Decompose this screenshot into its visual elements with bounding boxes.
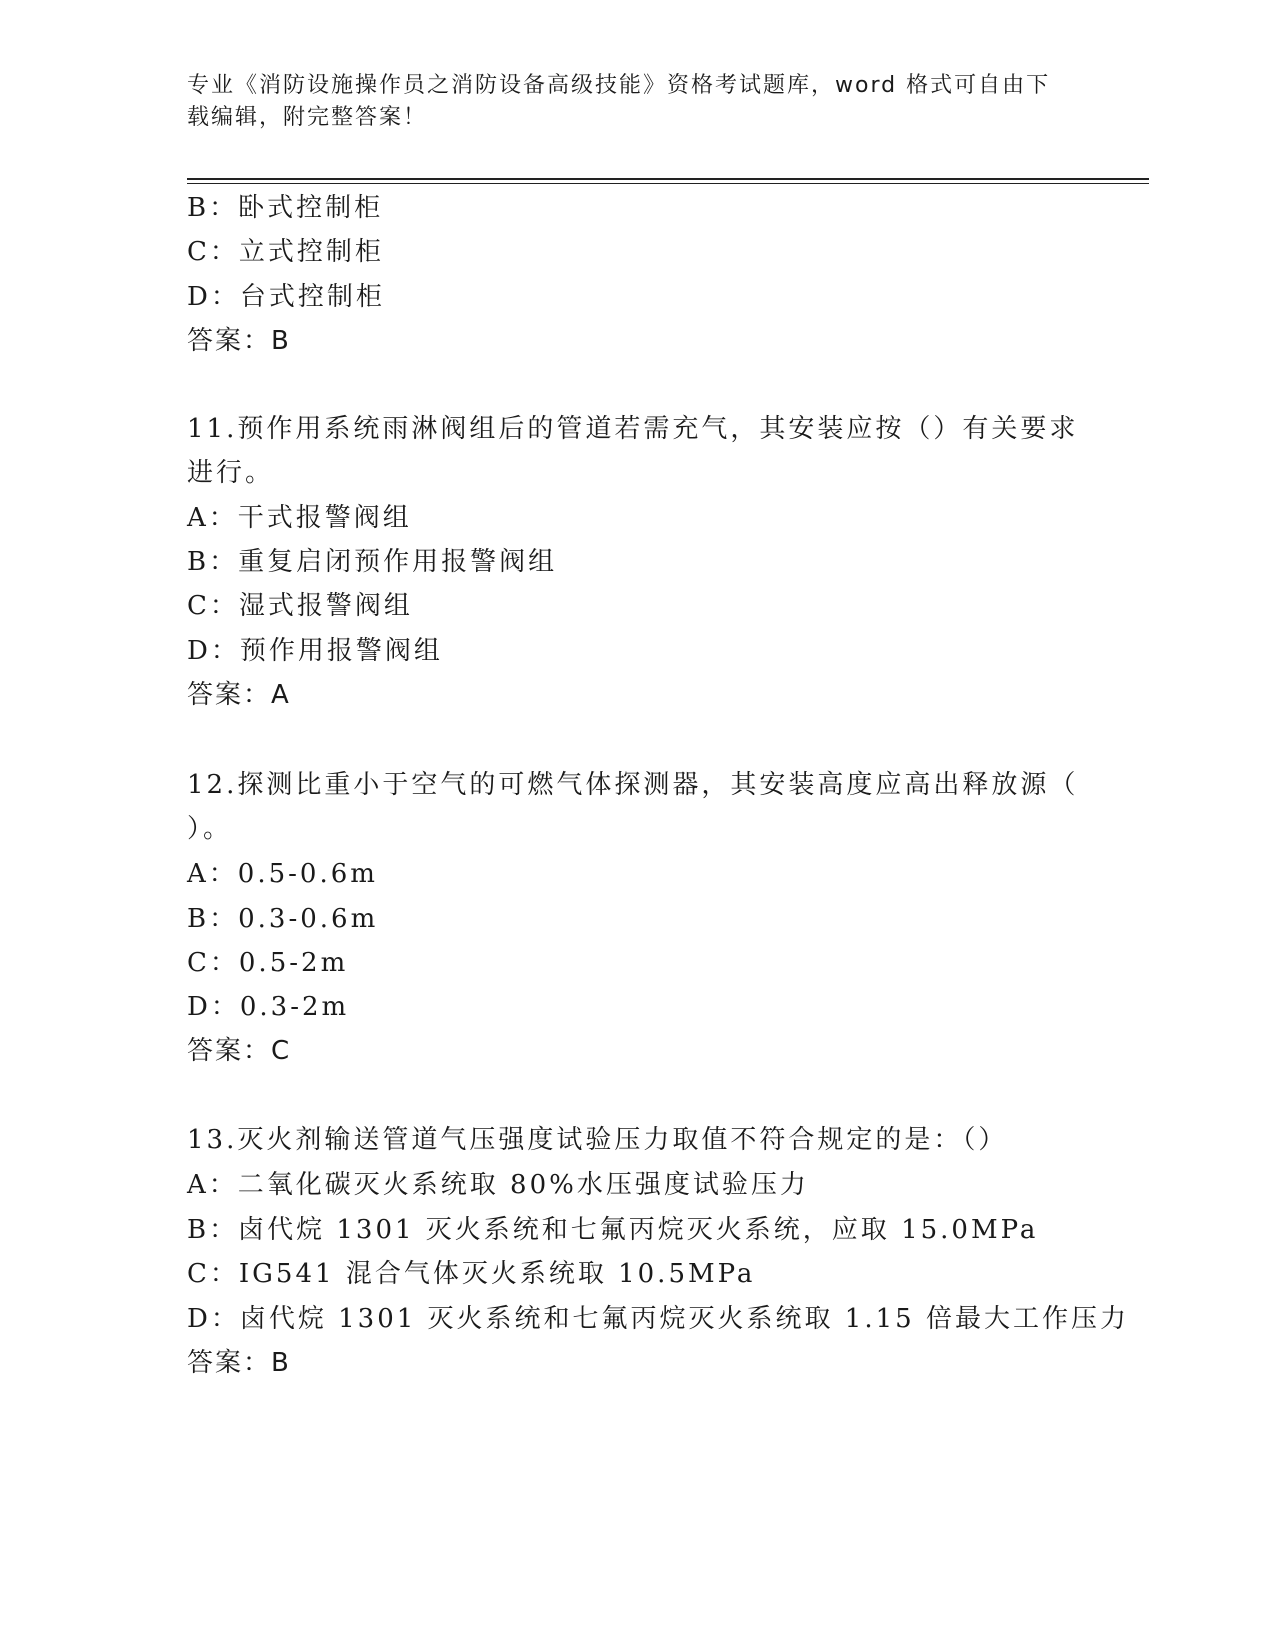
q13-option-c: C：IG541 混合气体灭火系统取 10.5MPa bbox=[187, 1259, 756, 1289]
q12-option-d: D：0.3-2m bbox=[187, 992, 350, 1022]
header-line-2: 载编辑，附完整答案！ bbox=[187, 105, 428, 130]
q12-option-b: B：0.3-0.6m bbox=[187, 904, 379, 934]
q11-option-a: A：干式报警阀组 bbox=[187, 503, 412, 533]
q12-option-c: C：0.5-2m bbox=[187, 948, 349, 978]
header-divider-thin bbox=[187, 183, 1149, 184]
document-header bbox=[187, 70, 1067, 134]
prev-answer: 答案：B bbox=[187, 326, 291, 356]
q13-option-d: D：卤代烷 1301 灭火系统和七氟丙烷灭火系统取 1.15 倍最大工作压力 bbox=[187, 1304, 1129, 1334]
q13-option-b: B：卤代烷 1301 灭火系统和七氟丙烷灭火系统，应取 15.0MPa bbox=[187, 1215, 1039, 1245]
header-line-1: 专业《消防设施操作员之消防设备高级技能》资格考试题库，word 格式可自由下 bbox=[187, 73, 1051, 98]
prev-option-b: B：卧式控制柜 bbox=[187, 193, 384, 223]
q12-stem-line-2: ）。 bbox=[187, 814, 233, 844]
q11-stem-line-2: 进行。 bbox=[187, 458, 275, 488]
q13-stem: 13.灭火剂输送管道气压强度试验压力取值不符合规定的是：（） bbox=[187, 1125, 1008, 1155]
prev-option-d: D：台式控制柜 bbox=[187, 282, 385, 312]
q13-answer: 答案：B bbox=[187, 1348, 291, 1378]
q12-answer: 答案：C bbox=[187, 1036, 292, 1066]
q11-option-c: C：湿式报警阀组 bbox=[187, 591, 413, 621]
q12-stem-line-1: 12.探测比重小于空气的可燃气体探测器，其安装高度应高出释放源（ bbox=[187, 770, 1079, 800]
q11-option-b: B：重复启闭预作用报警阀组 bbox=[187, 547, 558, 577]
header-divider-thick bbox=[187, 178, 1149, 180]
prev-option-c: C：立式控制柜 bbox=[187, 237, 384, 267]
q12-option-a: A：0.5-0.6m bbox=[187, 859, 378, 889]
q11-answer: 答案：A bbox=[187, 680, 291, 710]
q11-option-d: D：预作用报警阀组 bbox=[187, 636, 443, 666]
q11-stem-line-1: 11.预作用系统雨淋阀组后的管道若需充气，其安装应按（）有关要求 bbox=[187, 414, 1079, 444]
q13-option-a: A：二氧化碳灭火系统取 80%水压强度试验压力 bbox=[187, 1170, 809, 1200]
